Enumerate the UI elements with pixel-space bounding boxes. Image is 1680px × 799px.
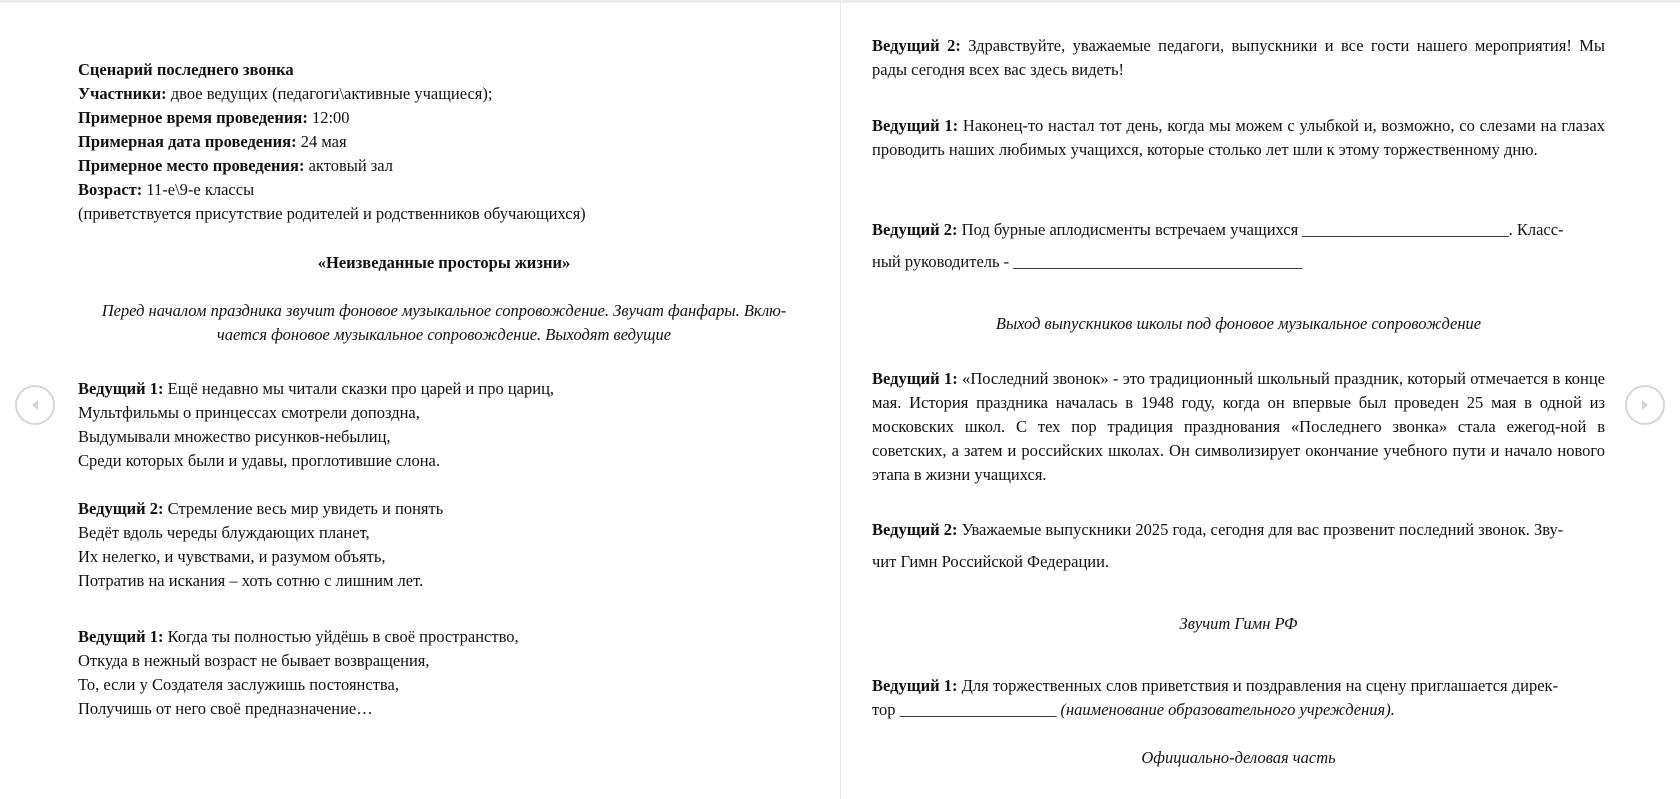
speaker-label: Ведущий 2: xyxy=(78,499,164,518)
speaker-label: Ведущий 1: xyxy=(78,627,164,646)
speaker-label: Ведущий 2: xyxy=(872,36,961,55)
speaker-label: Ведущий 2: xyxy=(872,520,958,539)
meta-note: (приветствуется присутствие родителей и родственников обучающихся) xyxy=(78,204,586,223)
paragraph-director-line-2: тор ___________________ (наименование образовательного учреждения). xyxy=(872,700,1395,719)
paragraph-applause-line-2: ный руководитель - ___________________________________ xyxy=(872,252,1303,271)
paragraph-farewell: Ведущий 1: Наконец-то настал тот день, когда мы можем с улыбкой и, возможно, со слезами на глазах проводить наших любимых учащихся, которые столько лет шли к этому торжественному дню. xyxy=(872,116,1606,159)
verse-line: То, если у Создателя заслужишь постоянства, xyxy=(78,675,399,694)
verse-line: Выдумывали множество рисунков-небылиц, xyxy=(78,427,391,446)
intro-line-2: чается фоновое музыкальное сопровождение. Выходят ведущие xyxy=(216,325,672,344)
verse-line: Ведущий 1: Когда ты полностью уйдёшь в своё пространство, xyxy=(78,627,519,646)
intro-line-1: Перед началом праздника звучит фоновое музыкальное сопровождение. Звучат фанфары. Вклю- xyxy=(101,301,787,320)
meta-time: Примерное время проведения: 12:00 xyxy=(78,108,350,127)
paragraph-greeting: Ведущий 2: Здравствуйте, уважаемые педагоги, выпускники и все гости нашего мероприятия! Мы рады сегодня всех вас здесь видеть! xyxy=(872,36,1605,79)
meta-age: Возраст: 11-е\9-е классы xyxy=(78,180,255,199)
verse-line: Среди которых были и удавы, проглотившие слона. xyxy=(78,451,440,470)
verse-line: Получишь от него своё предназначение… xyxy=(78,699,373,718)
speaker-label: Ведущий 1: xyxy=(872,369,958,388)
verse-line: Ведущий 1: Ещё недавно мы читали сказки про царей и про цариц, xyxy=(78,379,555,398)
verse-line: Ведущий 2: Стремление весь мир увидеть и понять xyxy=(78,499,444,518)
speaker-label: Ведущий 1: xyxy=(872,116,959,135)
paragraph-graduates-line-1: Ведущий 2: Уважаемые выпускники 2025 года, сегодня для вас прозвенит последний звонок. Зву- xyxy=(872,520,1564,539)
paragraph-graduates-line-2: чит Гимн Российской Федерации. xyxy=(872,552,1110,571)
verse-line: Ведёт вдоль череды блуждающих планет, xyxy=(78,523,370,542)
paragraph-history: Ведущий 1: «Последний звонок» - это традиционный школьный праздник, который отмечается в конце мая. История праздника началась в 1948 году, когда он впервые был проведен 25 мая в одной из московских школ. С тех пор традиция празднования «Последнего звонка» стала ежегод-ной в советских, а затем и российских школах. Он символизирует окончание учебного пути и начало нового этапа в жизни учащихся. xyxy=(872,369,1605,484)
verse-line: Откуда в нежный возраст не бывает возвращения, xyxy=(78,651,430,670)
speaker-label: Ведущий 1: xyxy=(78,379,164,398)
speaker-label: Ведущий 2: xyxy=(872,220,958,239)
paragraph-applause-line-1: Ведущий 2: Под бурные аплодисменты встречаем учащихся _________________________. Класс- xyxy=(872,220,1564,239)
meta-participants: Участники: двое ведущих (педагоги\активные учащиеся); xyxy=(78,84,493,103)
page-divider xyxy=(840,0,841,799)
meta-place: Примерное место проведения: актовый зал xyxy=(78,156,394,175)
speaker-label: Ведущий 1: xyxy=(872,676,958,695)
stage-direction-anthem: Звучит Гимн РФ xyxy=(1179,614,1298,633)
meta-date: Примерная дата проведения: 24 мая xyxy=(78,132,347,151)
document-title: Сценарий последнего звонка xyxy=(78,60,294,79)
stage-direction-entrance: Выход выпускников школы под фоновое музыкальное сопровождение xyxy=(995,314,1482,333)
verse-line: Потратив на искания – хоть сотню с лишним лет. xyxy=(78,571,424,590)
verse-3 xyxy=(78,625,519,721)
verse-2 xyxy=(78,497,443,593)
paragraph-director-line-1: Ведущий 1: Для торжественных слов приветствия и поздравления на сцену приглашается дирек- xyxy=(872,676,1559,695)
next-page-button[interactable] xyxy=(1625,385,1665,425)
chevron-right-icon xyxy=(1637,397,1653,413)
verse-1 xyxy=(78,377,554,473)
stage-direction-official: Официально-деловая часть xyxy=(1141,748,1336,767)
chevron-left-icon xyxy=(27,397,43,413)
verse-line: Их нелегко, и чувствами, и разумом объять, xyxy=(78,547,386,566)
previous-page-button[interactable] xyxy=(15,385,55,425)
verse-line: Мультфильмы о принцессах смотрели допоздна, xyxy=(78,403,420,422)
event-heading: «Неизведанные просторы жизни» xyxy=(317,253,571,272)
